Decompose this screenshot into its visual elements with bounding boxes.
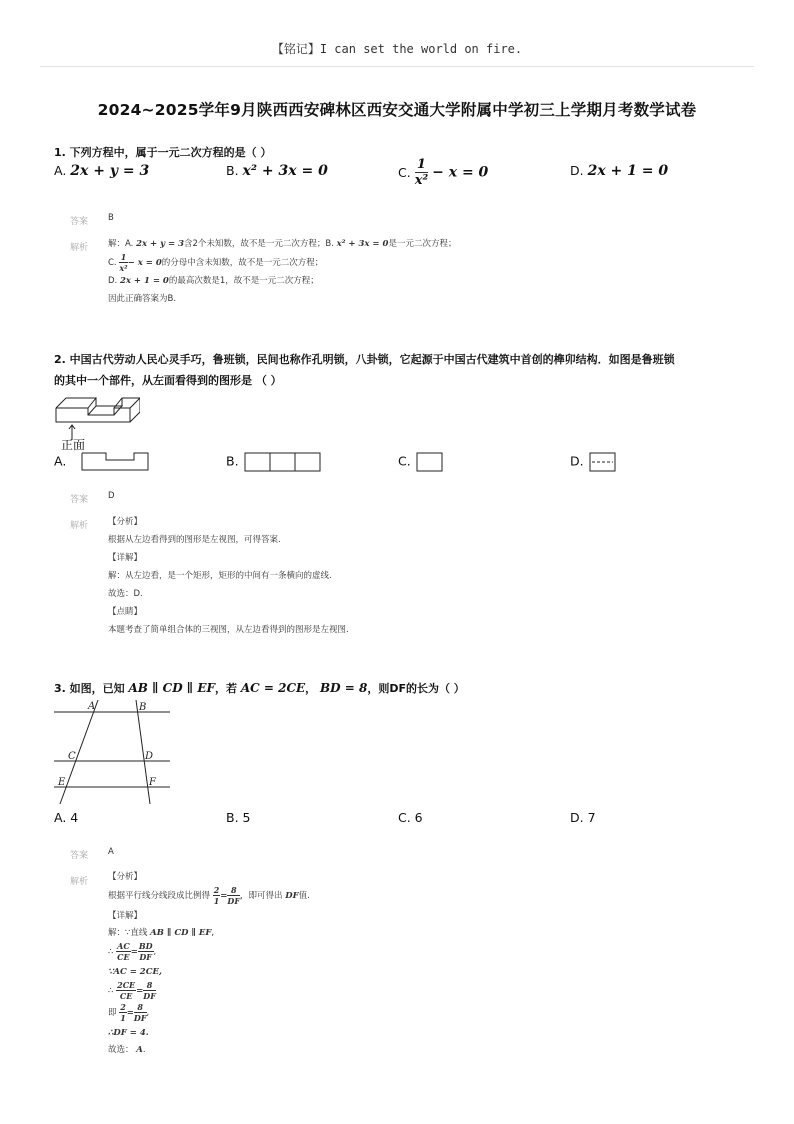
q1-sol-line-2: C. $\frac{1}{\text{x²}}$ − x = 0的分母中含未知数，故不是一元二次方程； [108,252,324,273]
q3-solution [108,869,768,1059]
q2-option-b[interactable]: B. [226,452,323,472]
header-divider [40,66,754,67]
q2-option-c[interactable]: C. [398,452,445,472]
q3-sol-line-3: ∴ $\frac{AC}{CE}$ = $\frac{BD}{DF}$ , [108,941,157,962]
q2-answer-label: 答案 [70,495,89,505]
point-b: B [139,702,147,713]
q2-sol-line: 本题考查了简单组合体的三视图，从左边看得到的图形是左视图. [108,625,349,635]
q3-sol-line-6: 即 $\frac{2}{1}$ = $\frac{8}{DF}$ , [108,1002,150,1023]
q3-stem: 3. 如图，已知 AB ∥ CD ∥ EF，若 AC = 2CE， BD = 8，则DF的长为（ ） [54,681,465,695]
point-e: E [58,777,66,788]
q2-sol-line: 解：从左边看，是一个矩形，矩形的中间有一条横向的虚线. [108,571,332,581]
header-motto: 【铭记】I can set the world on fire. [271,42,523,56]
q3-sol-line-7: ∴DF = 4. [108,1028,149,1038]
q2-sol-line: 根据从左边看得到的图形是左视图，可得答案. [108,535,281,545]
q1-option-d[interactable]: D. 2x + 1 = 0 [570,163,669,179]
q2-option-b-shape [243,452,323,472]
q2-answer: D [108,491,115,501]
point-a: A [88,701,96,712]
q2-option-a[interactable]: A. [54,452,150,472]
point-d: D [145,751,154,762]
q3-option-a[interactable]: A. 4 [54,810,79,825]
q3-sol-line-2: 解：∵直线 AB ∥ CD ∥ EF, [108,928,215,938]
q3-option-d[interactable]: D. 7 [570,810,596,825]
q2-solution [108,513,768,639]
q2-sol-line: 【分析】 [108,517,143,527]
q1-sol-line-3: D. 2x + 1 = 0的最高次数是1，故不是一元二次方程； [108,276,319,286]
q1-stem: 1. 下列方程中，属于一元二次方程的是（ ） [54,146,272,159]
q1-answer: B [108,213,114,223]
q2-option-d[interactable]: D. [570,452,618,472]
q3-answer-label: 答案 [70,851,89,861]
q3-sol-line-8: 故选： A. [108,1045,146,1055]
front-view-label: 正面 [61,438,86,452]
q3-option-b[interactable]: B. 5 [226,810,251,825]
q2-stem-line-2: 的其中一个部件，从左面看得到的图形是 （ ） [54,374,282,387]
q2-analysis-label: 解析 [70,521,89,531]
q2-option-c-shape [415,452,445,472]
q2-sol-line: 故选：D. [108,589,143,599]
q1-sol-line-4: 因此正确答案为B. [108,294,177,304]
page-title: 2024~2025学年9月陕西西安碑林区西安交通大学附属中学初三上学期月考数学试卷 [97,101,697,119]
q3-sol-line-4: ∵AC = 2CE, [108,967,162,977]
q3-option-c[interactable]: C. 6 [398,810,423,825]
q1-option-c-fraction: $\frac{1}{\text{x²}}$ [414,157,429,188]
q2-sol-line: 【详解】 [108,553,143,563]
point-c: C [68,751,76,762]
q2-option-a-shape [70,452,150,472]
q1-sol-line-1: 解：A. 2x + y = 3含2个未知数，故不是一元二次方程；B. x² + 3x = 0是一元二次方程； [108,239,457,249]
point-f: F [149,777,156,788]
q1-answer-label: 答案 [70,217,89,227]
q2-option-d-shape [588,452,618,472]
q3-sol-heading-detail: 【详解】 [108,911,143,921]
q3-sol-line-5: ∴ $\frac{2CE}{CE}$ = $\frac{8}{DF}$ [108,980,156,1001]
q3-analysis-label: 解析 [70,877,89,887]
q2-stem-line-1: 2. 中国古代劳动人民心灵手巧，鲁班锁，民间也称作孔明锁，八卦锁，它起源于中国古代建筑中首创的榫卯结构．如图是鲁班锁 [54,353,675,366]
q3-sol-heading-analysis: 【分析】 [108,872,143,882]
q1-solution [108,235,768,308]
q2-sol-line: 【点睛】 [108,607,143,617]
q3-answer: A [108,847,114,857]
q3-sol-line-1: 根据平行线分线段成比例得 $\frac{2}{1}$ = $\frac{8}{DF}$ ，即可得出 DF值. [108,885,310,906]
q1-option-b[interactable]: B. x² + 3x = 0 [226,163,328,179]
q1-option-c[interactable]: C. $\frac{1}{\text{x²}}$ − x = 0 [398,157,489,188]
q1-analysis-label: 解析 [70,243,89,253]
transversal-ace [60,700,98,804]
parallel-lines-figure [52,698,174,806]
q1-option-a[interactable]: A. 2x + y = 3 [54,163,150,179]
